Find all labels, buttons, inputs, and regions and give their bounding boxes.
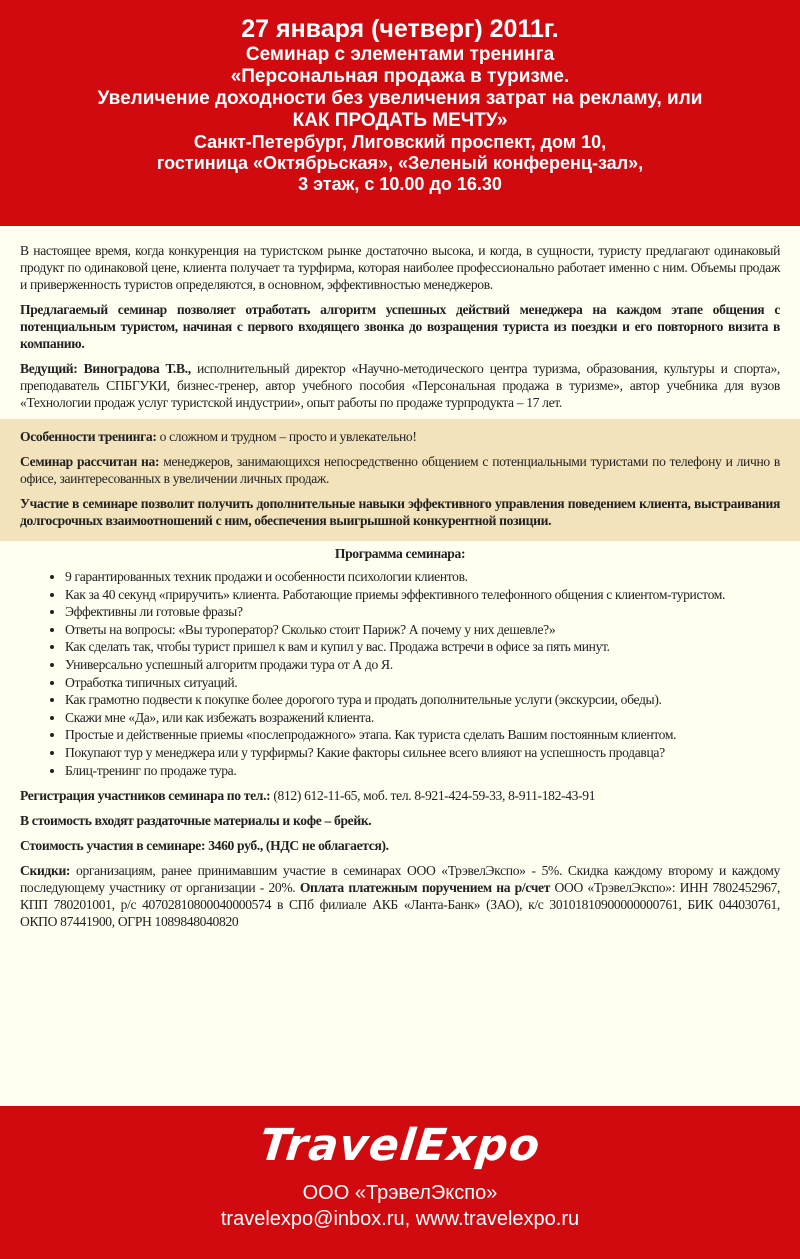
content — [0, 226, 800, 930]
program-item: • Блиц-тренинг по продаже тура. — [65, 762, 780, 780]
program-item: • Универсально успешный алгоритм продажи тура от А до Я. — [65, 656, 780, 674]
seminar-title: «Персональная продажа в туризме. — [230, 66, 570, 87]
price-paragraph — [20, 837, 780, 854]
payment-label: Оплата платежным поручением на р/счет — [299, 880, 551, 896]
features-label: Особенности тренинга: — [20, 429, 157, 444]
program-item: • Как сделать так, чтобы турист пришел к вам и купил у вас. Продажа встречи в офисе за пять минут. — [65, 638, 780, 656]
offer-text: Предлагаемый семинар позволяет отработать алгоритм успешных действий менеджера на каждом этапе общения с потенциальным туристом, начиная с первого входящего звонка до возращения туриста из поездки и его повторного визита в компанию. — [20, 302, 780, 351]
discounts-paragraph — [20, 862, 780, 930]
host-label: Ведущий: Виноградова Т.В., — [20, 361, 191, 376]
program-item: • Как грамотно подвести к покупке более дорогого тура и продать дополнительные услуги (экскурсии, обеды). — [65, 691, 780, 709]
program-item: • Простые и действенные приемы «послепродажного» этапа. Как туриста сделать Вашим постоянным клиентом. — [65, 726, 780, 744]
travelexpo-logo: TravelExpo — [257, 1120, 543, 1171]
payment-details: ООО «ТрэвелЭкспо»: ИНН 7802452967, КПП 780201001, р/с 40702810800040000574 в СПб филиале АКБ «Ланта-Банк» (ЗАО), к/с 30101810900000000761, БИК 044030761, ОКПО 87441900, ОГРН 1089848040820 — [20, 880, 780, 930]
footer-banner — [0, 1106, 800, 1259]
venue-time: 3 этаж, с 10.00 до 16.30 — [298, 174, 502, 194]
benefit-text: Участие в семинаре позволит получить дополнительные навыки эффективного управления поведением клиента, выстраивания долгосрочных взаимоотношений с ним, обеспечения выигрышной конкурентной позиции. — [20, 496, 780, 528]
features-text: о сложном и трудном – просто и увлекательно! — [156, 429, 417, 444]
header-banner — [0, 0, 800, 226]
program-item: • Эффективны ли готовые фразы? — [65, 603, 780, 621]
included-paragraph — [20, 812, 780, 829]
seminar-slogan: КАК ПРОДАТЬ МЕЧТУ» — [292, 110, 508, 131]
program-title: Программа семинара: — [334, 546, 466, 561]
intro-paragraph: В настоящее время, когда конкуренция на туристском рынке достаточно высока, и когда, в сущности, туристу предлагают одинаковый продукт по одинаковой цене, клиента получает та турфирма, которая наиболее профессионально работает именно с ним. Объемы продаж и приверженность туристов определяются, в основном, эффективностью менеджеров. — [20, 243, 780, 292]
audience-paragraph — [20, 453, 780, 487]
program-item: • Покупают тур у менеджера или у турфирмы? Какие факторы сильнее всего влияют на успешность продавца? — [65, 744, 780, 762]
event-date: 27 января (четверг) 2011г. — [241, 15, 559, 43]
discounts-text: организациям, ранее принимавшим участие в семинарах ООО «ТрэвелЭкспо» - 5%. Скидка каждому второму и каждому последующему участнику от организации - 20%. — [20, 863, 780, 896]
discounts-label: Скидки: — [20, 863, 71, 879]
registration-label: Регистрация участников семинара по тел.: — [20, 788, 271, 804]
benefit-paragraph — [20, 495, 780, 529]
program-item: • Ответы на вопросы: «Вы туроператор? Сколько стоит Париж? А почему у них дешевле?» — [65, 621, 780, 639]
seminar-type: Семинар с элементами тренинга — [245, 44, 555, 65]
host-text: исполнительный директор «Научно-методического центра туризма, образования, культуры и спорта», преподаватель СПБГУКИ, бизнес-тренер, автор учебного пособия «Персональная продажа в туризме», автор учебника для вузов «Технологии продаж услуг туристской индустрии», опыт работы по продаже турпродукта – 17 лет. — [20, 361, 780, 410]
program-item: • 9 гарантированных техник продажи и особенности психологии клиентов. — [65, 568, 780, 586]
program-item: • Скажи мне «Да», или как избежать возражений клиента. — [65, 709, 780, 727]
company-name: ООО «ТрэвелЭкспо» — [302, 1182, 498, 1204]
venue-hotel: гостиница «Октябрьская», «Зеленый конференц-зал», — [156, 153, 644, 173]
features-paragraph — [20, 428, 780, 445]
program-item: • Отработка типичных ситуаций. — [65, 674, 780, 692]
program-item: • Как за 40 секунд «приручить» клиента. Работающие приемы эффективного телефонного общения с клиентом-туристом. — [65, 586, 780, 604]
registration-paragraph — [20, 787, 780, 804]
highlight-band — [0, 419, 800, 541]
contacts: travelexpo@inbox.ru, www.travelexpo.ru — [220, 1208, 580, 1230]
venue-address: Санкт-Петербург, Лиговский проспект, дом 10, — [193, 132, 607, 152]
audience-text: менеджеров, занимающихся непосредственно общением с потенциальными туристами по телефону и лично в офисе, заинтересованных в увеличении личных продаж. — [20, 454, 780, 486]
included-text: В стоимость входят раздаточные материалы и кофе – брейк. — [20, 813, 372, 829]
registration-phones: (812) 612-11-65, моб. тел. 8-921-424-59-33, 8-911-182-43-91 — [270, 788, 596, 804]
program-list — [20, 568, 780, 779]
price-text: Стоимость участия в семинаре: 3460 руб., (НДС не облагается). — [20, 838, 389, 854]
offer-paragraph — [20, 301, 780, 352]
seminar-subtitle: Увеличение доходности без увеличения затрат на рекламу, или — [97, 88, 703, 109]
host-paragraph — [20, 360, 780, 411]
audience-label: Семинар рассчитан на: — [20, 454, 160, 469]
